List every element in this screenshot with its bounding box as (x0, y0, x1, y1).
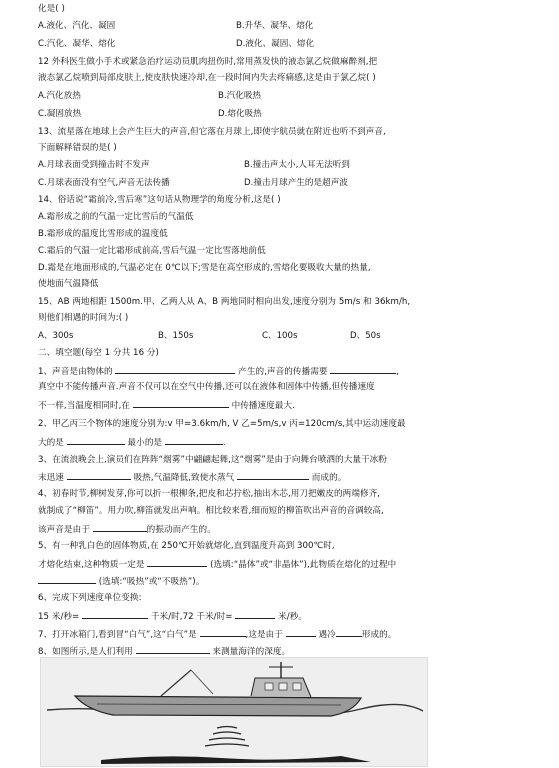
q13-text-line1: 13、流星落在地球上会产生巨大的声音,但它落在月球上,即使宇航员就在附近也听不到声音, (38, 127, 386, 137)
fill-3-blank-1[interactable] (67, 470, 131, 480)
fill-6-text-c: 米/秒。 (278, 612, 307, 622)
q11-option-c: C.汽化、凝华、熔化 (38, 39, 116, 49)
fill-2-line1: 2、甲乙丙三个物体的速度分别为:v 甲=3.6km/h, V 乙=5m/s,v 丙=120cm/s,其中运动速度最 (38, 419, 406, 429)
q13-text-line2: 下面解释错误的是( ) (38, 143, 117, 153)
fill-1-text-d: 不一样,当温度相同时,在 (38, 401, 131, 411)
fill-4-line2: 就制成了“柳笛”。用力吹,柳笛就发出声响。相比较来看,细而短的柳笛吹出声音的音调较高, (38, 506, 384, 516)
fill-3-line1: 3、在流浪晚会上,演员们在阵阵“烟雾”中翩翩起舞,这“烟雾”是由于向舞台喷洒的大量干冰粉 (38, 455, 387, 465)
fill-4-line3 (38, 522, 216, 536)
fill-1-text-c: , (396, 367, 400, 377)
fill-1-line1 (38, 364, 399, 378)
fill-4-text-a: 该声音是由于 (38, 525, 90, 535)
q12-option-d: D.熔化吸热 (218, 109, 262, 119)
fill-4-blank-1[interactable] (93, 522, 147, 532)
q11-option-b: B.升华、凝华、熔化 (236, 21, 314, 31)
fill-7-text-d: 形成的。 (361, 630, 397, 640)
fill-7-line (38, 627, 396, 641)
fill-7-blank-2[interactable] (286, 627, 316, 637)
q14-text: 14、俗话说“霜前冷,雪后寒”这句话从物理学的角度分析,这是( ) (38, 195, 281, 205)
q14-option-c: C.霜后的气温一定比霜形成前高,雪后气温一定比雪落地前低 (38, 246, 266, 256)
fill-5-line3 (38, 574, 204, 588)
fill-3-text-c: 而成的。 (311, 473, 347, 483)
q13-option-b: B.撞击声太小,人耳无法听到 (244, 160, 350, 170)
fill-8-text-a: 8、如图所示,是人们利用 (38, 647, 133, 657)
fill-2-blank-1[interactable] (67, 435, 125, 445)
q12-option-b: B.汽化吸热 (218, 91, 262, 101)
sonar-ship-icon (41, 658, 427, 766)
fill-8-line (38, 644, 290, 658)
q13-option-a: A.月球表面受到撞击时不发声 (38, 160, 150, 170)
fill-6-blank-2[interactable] (235, 609, 275, 619)
q11-stem: 化是( ) (38, 4, 65, 14)
q15-option-d: D、50s (350, 331, 381, 341)
fill-3-line2 (38, 470, 346, 484)
q11-option-d: D.液化、凝固、熔化 (236, 39, 315, 49)
q13-option-c: C.月球表面没有空气,声音无法传播 (38, 178, 170, 188)
fill-2-text-a: 大的是 (38, 438, 64, 448)
q14-option-d-line1: D.霜是在地面形成的,气温必定在 0℃以下;雪是在高空形成的,雪熔化要吸收大量的热量, (38, 263, 371, 273)
q14-option-d-line2: 使地面气温降低 (38, 279, 99, 289)
fill-5-blank-2[interactable] (38, 574, 96, 584)
q14-option-a: A.霜形成之前的气温一定比雪后的气温低 (38, 212, 194, 222)
fill-7-text-c: 遇冷 (318, 630, 336, 640)
fill-6-line2 (38, 609, 307, 623)
q15-option-b: B、150s (158, 331, 194, 341)
q12-text-line2: 液态氯乙烷喷到局部皮肤上,使皮肤快速冷却,在一段时间内失去疼痛感,这是由于氯乙烷( ) (38, 73, 376, 83)
fill-6-line1: 6、完成下列速度单位变换: (38, 593, 142, 603)
fill-1-blank-3[interactable] (133, 398, 229, 408)
q12-option-a: A.汽化放热 (38, 91, 81, 101)
fill-3-blank-2[interactable] (237, 470, 309, 480)
fill-4-line1: 4、初春时节,柳树发芽,你可以折一根柳条,把皮和芯拧松,抽出木芯,用刀把嫩皮的两端修齐, (38, 489, 381, 499)
fill-3-text-a: 末迅速 (38, 473, 64, 483)
q14-option-b: B.霜形成的温度比雪形成的温度低 (38, 229, 168, 239)
fill-6-text-a: 15 米/秒= (38, 612, 80, 622)
sonar-ship-figure (40, 657, 428, 767)
fill-5-line2 (38, 557, 396, 571)
fill-2-text-c: . (222, 438, 226, 448)
fill-1-line2: 真空中不能传播声音.声音不仅可以在空气中传播,还可以在液体和固体中传播,但传播速度 (38, 382, 375, 392)
fill-6-text-b: 千米/时,72 千米/时= (150, 612, 233, 622)
q15-option-c: C、100s (262, 331, 298, 341)
section-heading-fill-in: 二、填空题(每空 1 分共 16 分) (38, 348, 159, 358)
fill-2-line2 (38, 435, 226, 449)
fill-8-text-b: 来测量海洋的深度。 (212, 647, 291, 657)
fill-2-blank-2[interactable] (165, 435, 223, 445)
q15-text-line1: 15、AB 两地相距 1500m.甲、乙两人从 A、B 两地同时相向出发,速度分别为 5m/s 和 36km/h, (38, 297, 411, 307)
fill-5-text-c: (选填:“吸热”或“不吸热”)。 (98, 577, 205, 587)
fill-7-text-a: 7、打开冰箱门,看到冒“白气”,这“白气”是 (38, 630, 197, 640)
fill-1-text-b: 产生的,声音的传播需要 (238, 367, 328, 377)
q12-option-c: C.凝固放热 (38, 109, 82, 119)
fill-1-line3 (38, 398, 295, 412)
fill-3-text-b: 吸热,气温降低,致使水蒸气 (133, 473, 235, 483)
fill-7-blank-1[interactable] (200, 627, 246, 637)
fill-2-text-b: 最小的是 (127, 438, 163, 448)
fill-5-blank-1[interactable] (147, 557, 207, 567)
q11-option-a: A.液化、汽化、凝固 (38, 21, 116, 31)
q15-text-line2: 则他们相遇的时间为:( ) (38, 313, 129, 323)
fill-5-text-a: 才熔化结束,这种物质一定是 (38, 560, 145, 570)
fill-8-blank-1[interactable] (136, 644, 210, 654)
fill-7-blank-3[interactable] (336, 627, 362, 637)
q15-option-a: A、300s (38, 331, 74, 341)
fill-1-text-a: 1、声音是由物体的 (38, 367, 113, 377)
fill-7-text-b: ,这是由于 (245, 630, 283, 640)
fill-1-blank-2[interactable] (330, 364, 396, 374)
fill-6-blank-1[interactable] (82, 609, 148, 619)
fill-4-text-b: 的振动而产生的。 (146, 525, 216, 535)
fill-5-text-b: (选填:“晶体”或“非晶体”),此物质在熔化的过程中 (210, 560, 397, 570)
q13-option-d: D.撞击月球产生的是超声波 (244, 178, 348, 188)
fill-5-line1: 5、有一种乳白色的固体物质,在 250℃开始就熔化,直到温度升高到 300℃时, (38, 541, 335, 551)
fill-1-text-e: 中传播速度最大. (231, 401, 295, 411)
q12-text-line1: 12 外科医生做小手术或紧急治疗运动员肌肉扭伤时,常用蒸发快的液态氯乙烷做麻醉剂,把 (38, 57, 378, 67)
fill-1-blank-1[interactable] (115, 364, 235, 374)
